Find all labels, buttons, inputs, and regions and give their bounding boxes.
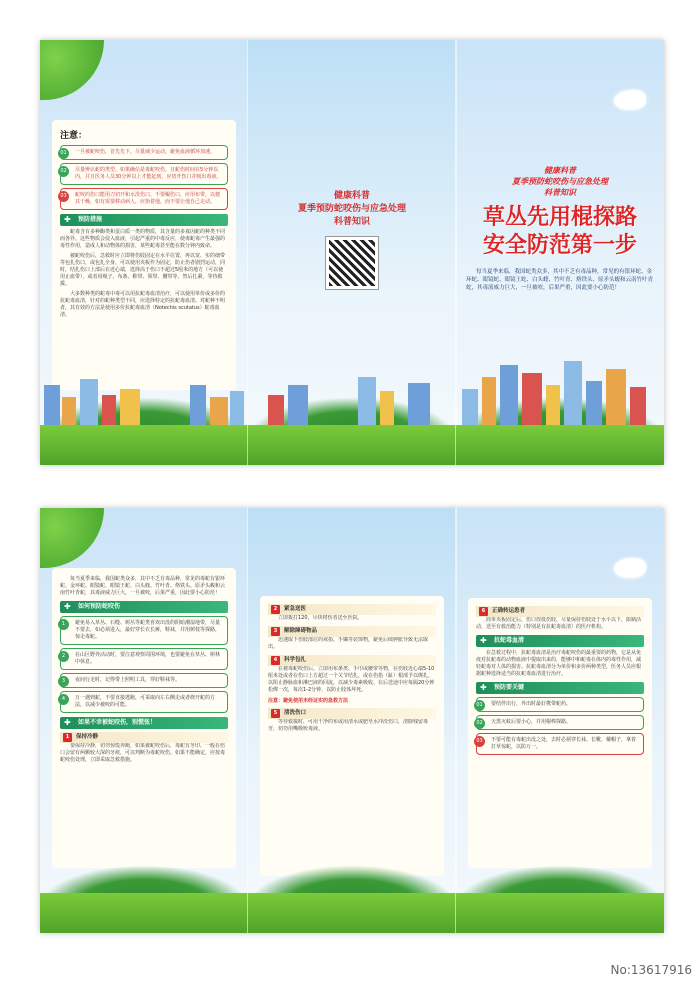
step-title: 保持冷静 [76,734,99,740]
paragraph: 蛇毒含有多种酶类和蛋白质一类的物质，其含量的多寡因蛇的种类不同而各异。这些物质会侵入血液，引起严重的中毒反应，使毒蛇毒产生最强的毒性作用，造成人和动物体的损害，某些蛇毒甚至能在数分钟内致命。 [60,229,226,249]
notice-item-1 [60,145,228,160]
section-bar-prevention [60,214,228,226]
top-panel-left [40,40,248,465]
center-line-3: 科普知识 [333,217,370,227]
tip-num: 01 [474,700,485,711]
step-text: 等待救援时，可用干净的布或用清水或肥皂水冲洗伤口，清除残留毒牙，切勿用嘴吸吮毒液。 [268,719,429,732]
plus-icon: ✚ [480,636,487,645]
prevent-item-3 [60,673,228,688]
step-number: 1 [63,733,72,742]
city-skyline [456,345,664,425]
item-text: 在山区野外活动时，要注意观察周围环境，也要避免在草丛、树林中休息。 [75,652,221,665]
section-title: 抗蛇毒血清 [494,637,525,644]
section-title: 如何预防蛇咬伤 [78,603,121,610]
cover-headline-1: 草丛先用棍探路 [482,205,637,230]
section-title: 预防要关键 [494,684,525,691]
notice-num: 01 [58,148,69,159]
step-bar [268,655,436,666]
prevent-item-4 [60,691,228,713]
item-num: 3 [58,676,69,687]
notice-card [52,120,236,390]
grass [248,425,456,465]
firstaid-card [260,596,444,876]
step-number: 5 [271,709,280,718]
center-line-1: 健康科普 [333,191,370,201]
item-num: 2 [58,651,69,662]
dove-icon [614,558,646,578]
section-bar-serum [476,635,644,647]
cover-sub-3: 科普知识 [544,188,576,197]
grass [248,893,456,933]
prevent-item-1 [60,616,228,645]
cover-intro: 每当夏季来临，我国蛇类众多，其中不乏有毒品种，常见的有银环蛇、金环蛇、眼镜蛇、眼镜王蛇、白头蝰、竹叶青、烙铁头、原矛头蝮和云南竹叶青蛇，其毒液威力巨大，一旦被咬，后果严重，因此要小心防范！ [466,269,654,291]
item-text: 万一遇到蛇，不要直接逃跑，可采取向左右侧走或者绕开蛇的方法，以减少被咬的可能。 [75,695,216,708]
step-text: 在被毒蛇咬伤后，立即用布条类、手巾或腰带等物，在伤肢近心端5-10厘米处或者在伤口上方超过一个关节结扎，或在伤指（趾）根部予以绑扎，以阻止静脉血和淋巴液的回流，以减少毒素吸收。在后送途中应每隔20分钟松绑一次，每次1-2分钟，以防止肢体坏死。 [268,666,435,693]
item-text: 避免易入草丛、石缝、树丛等蛇类喜欢出没的阴暗潮湿地带，尽量不要去，如必须进入，最好穿长衣长裤，鞋袜，并用树枝等探路，惊走毒蛇。 [75,620,221,640]
prevention-card [52,568,236,868]
item-text: 夜间行走时，记得带上照明工具，穿好鞋袜等。 [75,677,181,683]
step-number: 3 [271,627,280,636]
intro-paragraph: 每当夏季来临，我国蛇类众多，其中不乏有毒品种，常见的毒蛇有银环蛇、金环蛇、眼镜蛇、眼镜王蛇、白头蝰、竹叶青、烙铁头、原矛头蝮和云南竹叶青蛇，其毒液威力巨大，一旦被咬，后果严重，因此要小心防范！ [60,576,226,596]
paragraph: 被蛇咬伤后，急救时应立即将伤肢固定在水平位置，再以宽、实的细带等包扎伤口，或包扎全身，可以使用夹板作为固定，防止伤者剧烈运动，同时，结扎伤口上部后在近心端，选择高于伤口不超过5厘米的地方（可以使用止血带），或者用绳子、布条、鞋带、领带、腰带等，然后扎紧，等待救援。 [60,253,226,287]
dove-icon [614,90,646,110]
step-5 [268,708,436,733]
leaf-decoration [40,40,104,100]
cover-sub-1: 健康科普 [544,166,576,175]
cover-headline-2: 安全防范第一步 [482,233,637,258]
serum-text: 在急救过程中，抗蛇毒血清是治疗毒蛇咬伤的最重要的药物，它是从免疫对抗蛇毒的动物血液中提取出来的，能够中和蛇毒在体内的毒性作用，减轻蛇毒对人体的损害。抗蛇毒血清分为单价和多价两种类型，医务人员应根据蛇种选择适当的抗蛇毒血清进行治疗。 [476,650,642,677]
step-4 [268,655,436,704]
step-bar [268,626,436,637]
plus-icon: ✚ [480,683,487,692]
leaf-decoration [40,508,104,568]
step-text: 迅速取下伤肢部位的戒指、手镯等装饰物，避免后续肿胀导致无法取出。 [268,637,429,650]
cover-sub-2: 夏季预防蛇咬伤与应急处理 [512,177,608,186]
section-title: 如果不幸被蛇咬伤，别慌张！ [78,719,157,726]
tip-3 [476,733,644,755]
step-title: 紧急送医 [284,606,307,612]
step-3 [268,626,436,651]
grass [40,893,248,933]
step-text: 立即拨打120，尽快将伤者送至医院。 [278,615,363,621]
paragraph: 大多数种类的蛇毒中毒可以用抗蛇毒血清治疗，可以使用单价或多价的抗蛇毒血清，针对的蛇种类型不同，应选择特定的抗蛇毒血清。对蛇种不明者，其有效的方法是使用多价抗蛇毒血清（Notechis scutatus）蛇毒血清。 [60,291,226,318]
brochure-inner-side [40,508,664,933]
grass [456,893,664,933]
serum-card [468,598,652,868]
step-title: 清洗伤口 [284,710,307,716]
top-panel-right [456,40,664,465]
plus-icon: ✚ [64,602,71,611]
plus-icon: ✚ [64,215,71,224]
tip-num: 03 [474,736,485,747]
step-title: 正确转运患者 [492,608,526,614]
brochure-outer-side [40,40,664,465]
city-skyline [40,365,248,425]
item-num: 1 [58,619,69,630]
bottom-panel-left [40,508,248,933]
watermark-id: No:13617916 [610,963,692,977]
step-number: 4 [271,656,280,665]
step-2 [268,604,436,622]
tip-num: 02 [474,718,485,729]
tip-text: 不要可能有毒蛇出没之处，去时必须穿长袜、长靴，戴帽子，拿着打草惊蛇，以防万一。 [491,737,637,750]
step-text: 要保持冷静，切勿惊慌奔跑，如果被蛇咬伤后，毒蛇有牙印，一般在伤口会留有两颗较大深的牙痕，可以判断为毒蛇咬伤。如果不能确定，应按毒蛇咬伤处理，立即采取急救措施。 [60,743,226,763]
prevent-item-2 [60,648,228,670]
tip-text: 要结伴出行，外出时最好携带蛇药。 [491,701,572,707]
step-number: 2 [271,605,280,614]
tip-2 [476,715,644,730]
step-bar-6 [476,606,644,617]
step-title: 科学包扎 [284,657,307,663]
notice-text: 一旦被蛇咬伤，首先先下，尽量减少运动，避免血液循环加速。 [75,149,216,155]
step-bar [268,604,436,615]
step-number: 6 [479,607,488,616]
section-bar-how-to-prevent [60,601,228,613]
section-title: 预防措施 [78,216,103,223]
notice-num: 02 [58,166,69,177]
notice-text: 蛇咬的伤口能用刀切开和水洗伤口，不要嘬伤口，应用布带，以便其干燥，如有需要移动病人，应抬着他，而不要让他自己走动。 [75,192,221,205]
step-bar [268,708,436,719]
qr-code[interactable] [326,237,378,289]
top-panel-middle [248,40,456,465]
notice-item-2 [60,163,228,185]
notice-num: 03 [58,191,69,202]
grass [40,425,248,465]
item-num: 4 [58,694,69,705]
notice-title: 注意： [60,131,88,141]
step-text: 简单夹板固定后，伤口放低伤肢，尽量保持伤肢处于水平以下，限制活动，送至有救治能力（特别是有抗蛇毒血清）的医疗机构。 [476,617,642,630]
notice-text: 尽量辨认蛇的类型。如果确信是毒蛇咬伤，且蛇伤时间在5分钟以内，并且医务人员30分钟以上才能赶到，应切开伤口并吸出毒液。 [75,167,222,180]
section-bar-if-bitten [60,717,228,729]
step-bar-1 [60,732,228,743]
warning-text: 注意：避免使用未经证实的急救方法 [268,698,349,704]
bottom-panel-right [456,508,664,933]
notice-item-3 [60,188,228,210]
city-skyline [248,365,456,425]
tip-1 [476,697,644,712]
plus-icon: ✚ [64,718,71,727]
grass [456,425,664,465]
tip-text: 天黑灭蚊后要小心，并用棍棒探路。 [491,719,572,725]
section-bar-prevention-key [476,682,644,694]
center-line-2: 夏季预防蛇咬伤与应急处理 [297,204,406,214]
step-title: 解除障碍物品 [284,628,318,634]
bottom-panel-middle [248,508,456,933]
